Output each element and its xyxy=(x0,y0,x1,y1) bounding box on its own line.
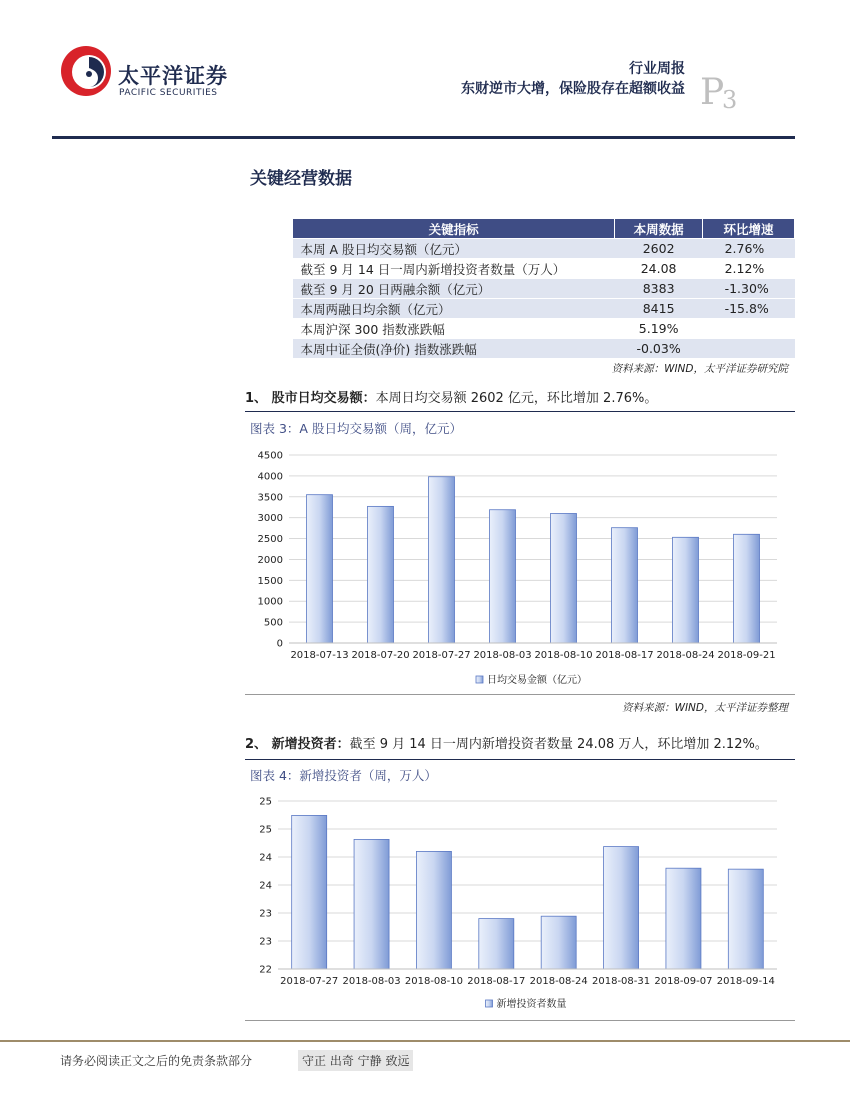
bar xyxy=(368,506,394,643)
figure-3-source: 资料来源：WIND，太平洋证券整理 xyxy=(622,702,788,714)
brand-name-en: PACIFIC SECURITIES xyxy=(119,88,218,98)
table-header-cell: 本周数据 xyxy=(615,219,703,239)
footer-motto: 守正 出奇 宁静 致远 xyxy=(298,1050,413,1071)
metric-name: 本周中证全债(净价) 指数涨跌幅 xyxy=(293,339,615,359)
figure-3-chart xyxy=(245,440,795,692)
figure-4-bottom-rule xyxy=(245,1020,795,1021)
bar xyxy=(604,847,639,969)
section-title: 关键经营数据 xyxy=(250,169,352,189)
figure-3-top-rule xyxy=(245,411,795,412)
header-divider xyxy=(52,136,795,139)
bar xyxy=(666,868,701,969)
bar xyxy=(479,919,514,969)
table-header-cell: 环比增速 xyxy=(703,219,795,239)
x-tick-label: 2018-08-03 xyxy=(342,976,401,987)
metric-value: 5.19% xyxy=(615,319,703,339)
metric-value: 8383 xyxy=(615,279,703,299)
bar xyxy=(541,916,576,969)
metric-change: -15.8% xyxy=(703,299,795,319)
x-tick-label: 2018-09-21 xyxy=(717,650,776,661)
bar xyxy=(728,869,763,969)
metric-value: 2602 xyxy=(615,239,703,259)
y-tick-label: 4000 xyxy=(257,471,283,483)
metric-name: 截至 9 月 14 日一周内新增投资者数量（万人） xyxy=(293,259,615,279)
table-header-cell: 关键指标 xyxy=(293,219,615,239)
bar xyxy=(734,534,760,643)
metric-change xyxy=(703,319,795,339)
figure-4-chart xyxy=(245,788,795,1018)
y-tick-label: 23 xyxy=(259,936,272,948)
key-metrics-table xyxy=(292,218,795,359)
page-number: 3 xyxy=(722,86,738,114)
figure-4-top-rule xyxy=(245,759,795,760)
table-row xyxy=(293,319,795,339)
y-tick-label: 24 xyxy=(259,852,272,864)
metric-value: 24.08 xyxy=(615,259,703,279)
metric-name: 截至 9 月 20 日两融余额（亿元） xyxy=(293,279,615,299)
company-logo-icon xyxy=(60,45,112,97)
metric-name: 本周沪深 300 指数涨跌幅 xyxy=(293,319,615,339)
metric-change xyxy=(703,339,795,359)
legend-label: 日均交易金额（亿元） xyxy=(487,675,587,686)
report-title: 东财逆市大增，保险股存在超额收益 xyxy=(461,81,685,97)
x-tick-label: 2018-07-13 xyxy=(290,650,349,661)
y-tick-label: 1500 xyxy=(257,575,283,587)
x-tick-label: 2018-08-10 xyxy=(404,976,463,987)
footer-disclaimer: 请务必阅读正文之后的免责条款部分 xyxy=(60,1054,253,1068)
section-1-heading xyxy=(245,387,657,406)
bar xyxy=(673,537,699,643)
bar xyxy=(354,839,389,969)
metric-name: 本周 A 股日均交易额（亿元） xyxy=(293,239,615,259)
metric-change: 2.76% xyxy=(703,239,795,259)
x-tick-label: 2018-09-07 xyxy=(654,976,713,987)
metric-value: -0.03% xyxy=(615,339,703,359)
bar xyxy=(551,513,577,643)
page-letter: P xyxy=(700,72,725,113)
metric-change: -1.30% xyxy=(703,279,795,299)
y-tick-label: 1000 xyxy=(257,596,283,608)
x-tick-label: 2018-08-17 xyxy=(467,976,526,987)
table-source: 资料来源：WIND，太平洋证券研究院 xyxy=(611,363,788,375)
table-row xyxy=(293,279,795,299)
figure-3-title: 图表 3：A 股日均交易额（周，亿元） xyxy=(250,421,462,436)
y-tick-label: 500 xyxy=(263,617,283,629)
x-tick-label: 2018-09-14 xyxy=(716,976,775,987)
legend-label: 新增投资者数量 xyxy=(496,999,567,1010)
table-row xyxy=(293,239,795,259)
legend-swatch xyxy=(486,1000,493,1007)
y-tick-label: 3500 xyxy=(257,492,283,504)
bar xyxy=(307,495,333,643)
section-1-label: 1、 股市日均交易额： xyxy=(245,391,376,406)
y-tick-label: 23 xyxy=(259,908,272,920)
bar xyxy=(429,477,455,643)
x-tick-label: 2018-07-27 xyxy=(280,976,339,987)
x-tick-label: 2018-08-24 xyxy=(529,976,588,987)
y-tick-label: 3000 xyxy=(257,513,283,525)
brand-name-cn: 太平洋证券 xyxy=(118,64,228,88)
table-row xyxy=(293,339,795,359)
metric-change: 2.12% xyxy=(703,259,795,279)
y-tick-label: 2500 xyxy=(257,534,283,546)
x-tick-label: 2018-08-31 xyxy=(592,976,651,987)
metric-value: 8415 xyxy=(615,299,703,319)
y-tick-label: 25 xyxy=(259,796,272,808)
table-header-row xyxy=(293,219,795,239)
x-tick-label: 2018-08-10 xyxy=(534,650,593,661)
y-tick-label: 0 xyxy=(276,638,283,650)
x-tick-label: 2018-08-24 xyxy=(656,650,715,661)
bar xyxy=(612,528,638,643)
section-2-text: 截至 9 月 14 日一周内新增投资者数量 24.08 万人，环比增加 2.12%。 xyxy=(349,737,768,752)
legend-swatch xyxy=(476,676,483,683)
footer-divider xyxy=(0,1040,850,1042)
x-tick-label: 2018-07-27 xyxy=(412,650,471,661)
bar xyxy=(490,510,516,643)
section-2-label: 2、 新增投资者： xyxy=(245,737,350,752)
section-1-text: 本周日均交易额 2602 亿元，环比增加 2.76%。 xyxy=(375,391,658,406)
table-row xyxy=(293,299,795,319)
metric-name: 本周两融日均余额（亿元） xyxy=(293,299,615,319)
bar xyxy=(292,815,327,969)
x-tick-label: 2018-08-03 xyxy=(473,650,532,661)
y-tick-label: 25 xyxy=(259,824,272,836)
figure-3-bottom-rule xyxy=(245,694,795,695)
y-tick-label: 2000 xyxy=(257,554,283,566)
y-tick-label: 4500 xyxy=(257,450,283,462)
table-row xyxy=(293,259,795,279)
section-2-heading xyxy=(245,733,768,752)
report-type: 行业周报 xyxy=(629,61,685,77)
y-tick-label: 22 xyxy=(259,964,272,976)
x-tick-label: 2018-07-20 xyxy=(351,650,410,661)
x-tick-label: 2018-08-17 xyxy=(595,650,654,661)
bar xyxy=(416,851,451,969)
figure-4-title: 图表 4：新增投资者（周，万人） xyxy=(250,768,437,783)
y-tick-label: 24 xyxy=(259,880,272,892)
